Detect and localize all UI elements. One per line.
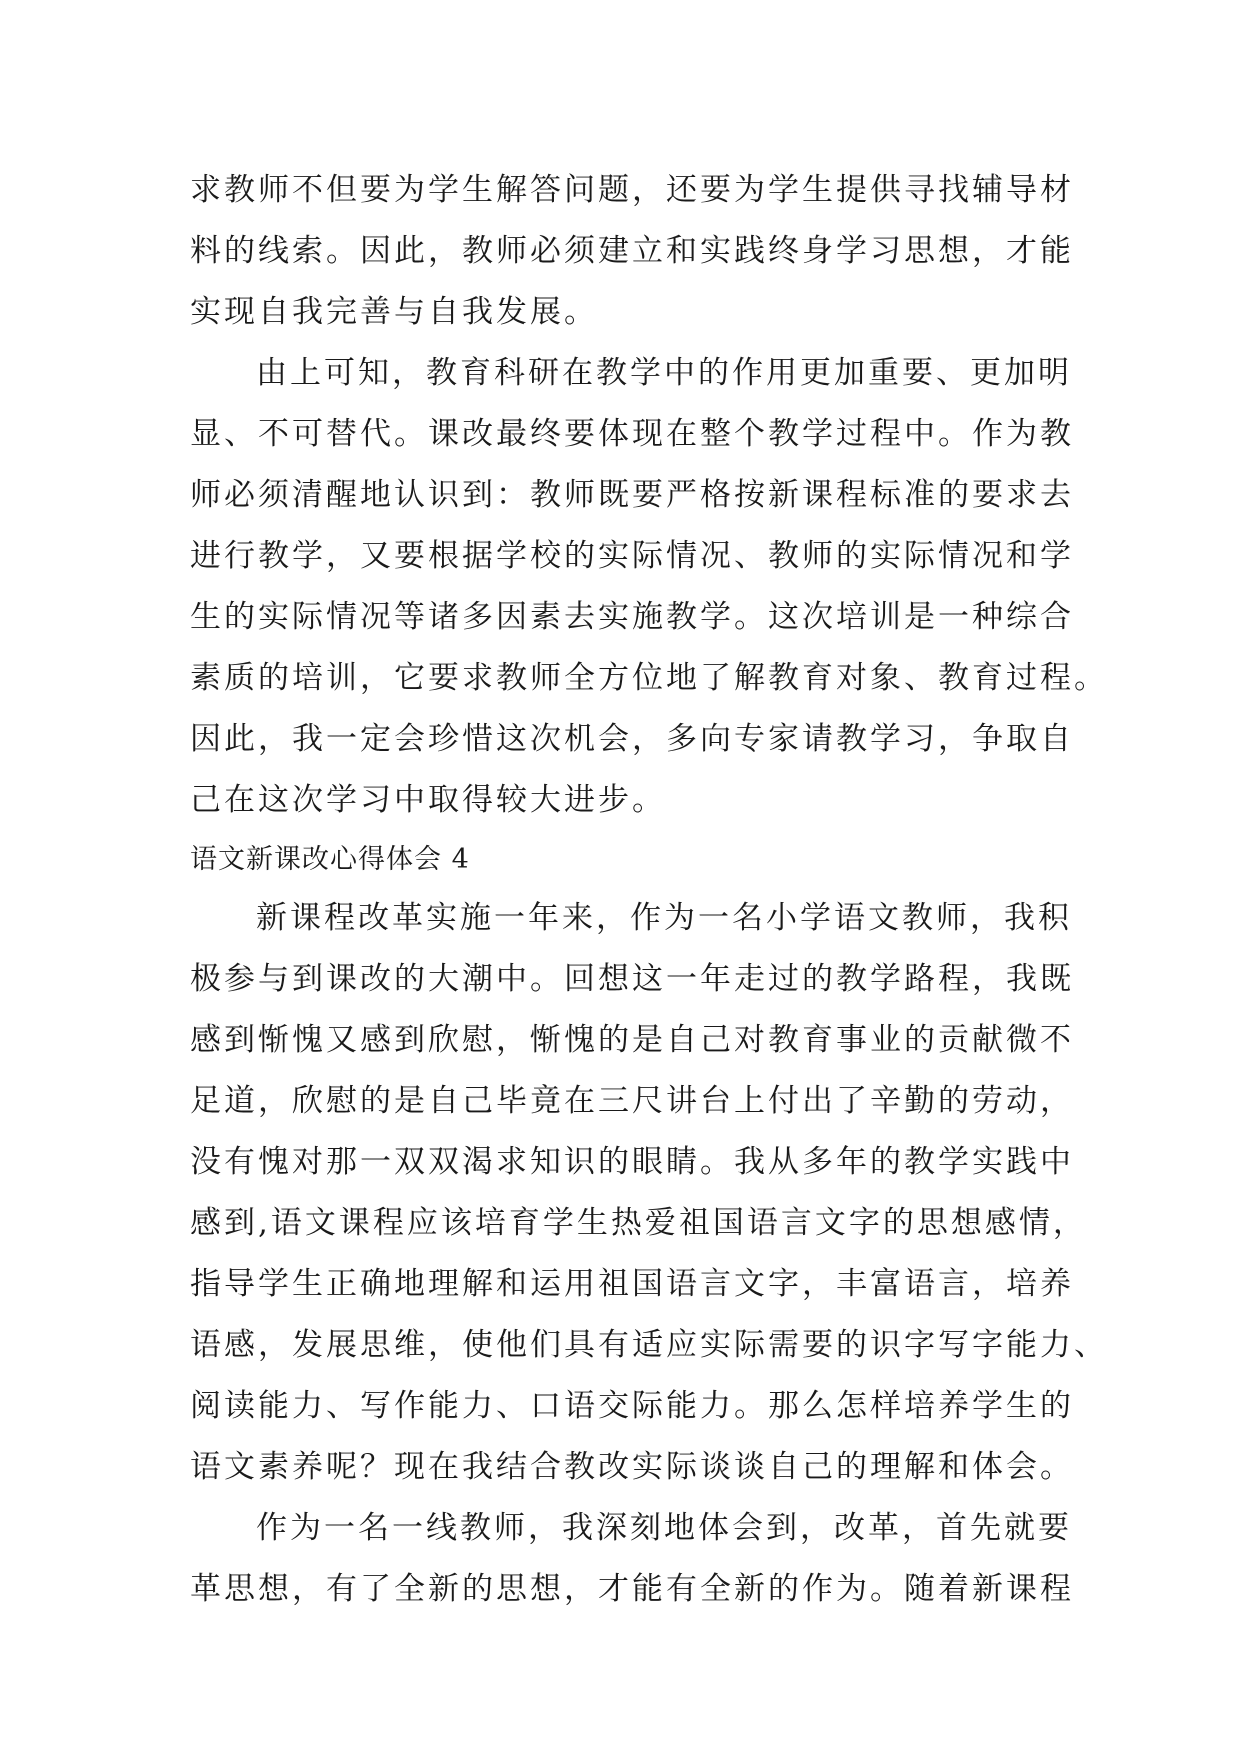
document-body — [190, 160, 1108, 1620]
text-line: 感到,语文课程应该培育学生热爱祖国语言文字的思想感情， — [190, 1205, 1087, 1241]
text-line: 显、不可替代。课改最终要体现在整个教学过程中。作为教 — [190, 416, 1074, 452]
text-line: 足道，欣慰的是自己毕竟在三尺讲台上付出了辛勤的劳动， — [190, 1083, 1074, 1119]
section-title: 语文新课改心得体会 4 — [190, 844, 470, 875]
text-line: 极参与到课改的大潮中。回想这一年走过的教学路程，我既 — [190, 961, 1074, 997]
text-line: 感到惭愧又感到欣慰，惭愧的是自己对教育事业的贡献微不 — [190, 1022, 1074, 1058]
text-line: 由上可知，教育科研在教学中的作用更加重要、更加明 — [256, 355, 1072, 391]
text-line: 没有愧对那一双双渴求知识的眼睛。我从多年的教学实践中 — [190, 1144, 1074, 1180]
section-heading — [190, 831, 1050, 888]
text-line: 因此，我一定会珍惜这次机会，多向专家请教学习，争取自 — [190, 721, 1074, 757]
text-line: 语文素养呢？现在我结合教改实际谈谈自己的理解和体会。 — [190, 1449, 1074, 1485]
paragraph — [190, 343, 1108, 831]
paragraph — [190, 1498, 1074, 1620]
text-line: 师必须清醒地认识到：教师既要严格按新课程标准的要求去 — [190, 477, 1074, 513]
text-line: 阅读能力、写作能力、口语交际能力。那么怎样培养学生的 — [190, 1388, 1074, 1424]
text-line: 料的线索。因此，教师必须建立和实践终身学习思想，才能 — [190, 233, 1074, 269]
text-line: 生的实际情况等诸多因素去实施教学。这次培训是一种综合 — [190, 599, 1074, 635]
text-line: 指导学生正确地理解和运用祖国语言文字，丰富语言，培养 — [190, 1266, 1074, 1302]
text-line: 新课程改革实施一年来，作为一名小学语文教师，我积 — [256, 900, 1072, 936]
text-line: 革思想，有了全新的思想，才能有全新的作为。随着新课程 — [190, 1571, 1074, 1607]
text-line: 作为一名一线教师，我深刻地体会到，改革，首先就要 — [256, 1510, 1072, 1546]
paragraph — [190, 160, 1074, 343]
text-line: 实现自我完善与自我发展。 — [190, 294, 598, 330]
text-line: 素质的培训，它要求教师全方位地了解教育对象、教育过程。 — [190, 660, 1108, 696]
text-line: 语感，发展思维，使他们具有适应实际需要的识字写字能力、 — [190, 1327, 1108, 1363]
text-line: 求教师不但要为学生解答问题，还要为学生提供寻找辅导材 — [190, 172, 1074, 208]
text-line: 进行教学，又要根据学校的实际情况、教师的实际情况和学 — [190, 538, 1074, 574]
paragraph — [190, 888, 1108, 1498]
text-line: 己在这次学习中取得较大进步。 — [190, 782, 666, 818]
